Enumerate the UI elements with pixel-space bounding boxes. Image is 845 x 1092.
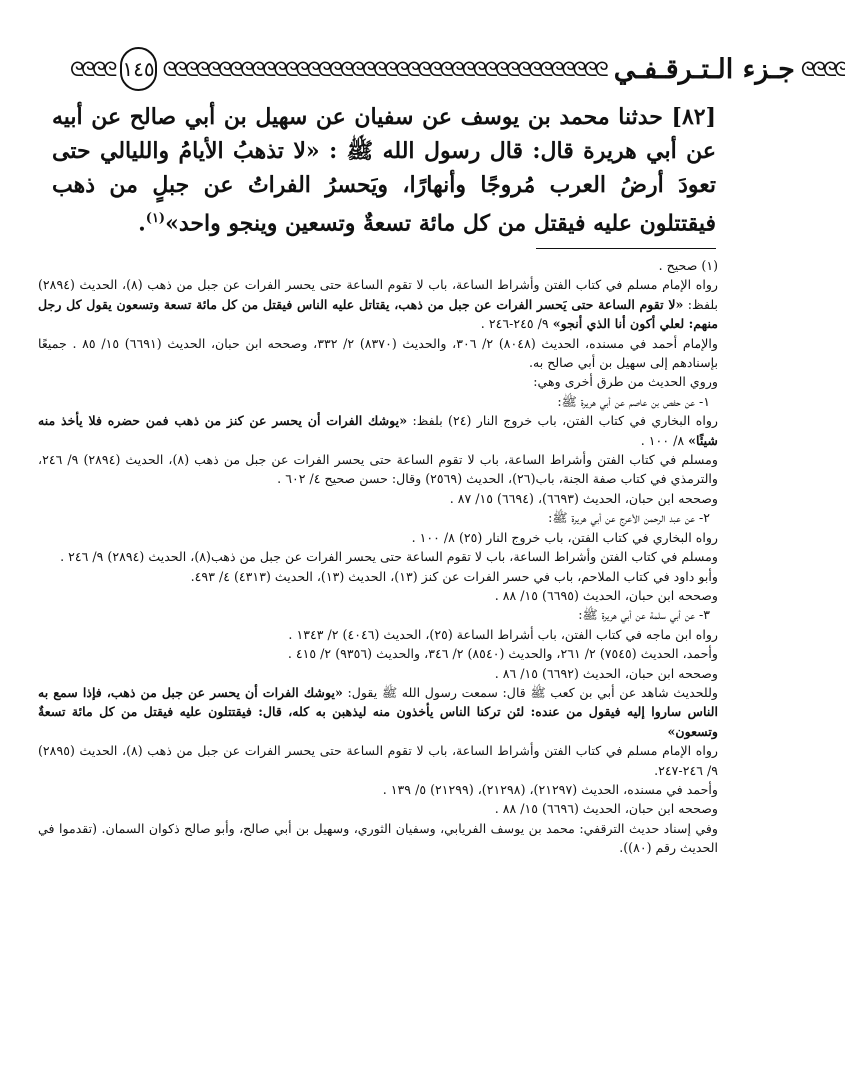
- footnote-line: ومسلم في كتاب الفتن وأشراط الساعة، باب لا تقوم الساعة حتى يحسر الفرات عن جبل من ذهب (٨)، الحديث (٢٨٩٤) ٩/ ٢٤٦، والترمذي في كتاب صفة الجنة، باب(٢٦)، الحديث (٢٥٦٩) وقال: حسن صحيح ٤/ ٦٠٢ .: [38, 452, 718, 487]
- hadith-end: .: [138, 210, 146, 237]
- ornament-left-icon: ᘓᘓᘓᘓ: [70, 57, 115, 81]
- footnote-line: وصححه ابن حبان، الحديث (٦٦٩٣)، (٦٦٩٤) ١٥/ ٨٧ .: [449, 490, 718, 506]
- footnote-line: ٢- عن عبد الرحمن الأعرج عن أبي هريرة ﷺ:: [548, 510, 710, 526]
- footnote-line: (١) صحيح .: [658, 258, 718, 273]
- ornament-band-icon: ᘓᘓᘓᘓᘓᘓᘓᘓᘓᘓᘓᘓᘓᘓᘓᘓᘓᘓᘓᘓᘓᘓᘓᘓᘓᘓᘓᘓᘓᘓᘓᘓᘓᘓᘓᘓᘓᘓᘓᘓ: [162, 57, 606, 81]
- hadith-matn: «لا تذهبُ الأيامُ والليالي حتى تعودَ أرضُ العرب مُروجًا وأنهارًا، ويَحسرُ الفراتُ عن جبلٍ من ذهب فيقتتلون عليه فيقتل من كل مائة تسعةٌ وتسعين وينجو واحد»: [52, 138, 716, 237]
- footnotes: [38, 256, 718, 858]
- page-header: [70, 44, 845, 94]
- footnote-line: وصححه ابن حبان، الحديث (٦٦٩٥) ١٥/ ٨٨ .: [494, 587, 718, 603]
- footnote-line: ٣- عن أبي سلمة عن أبي هريرة ﷺ:: [578, 607, 710, 623]
- footnote-line: وأبو داود في كتاب الملاحم، باب في حسر الفرات عن كنز (١٣)، الحديث (١٣)، الحديث (٤٣١٣) ٤/ ٤٩٣.: [190, 568, 718, 584]
- hadith-number: [٨٢]: [671, 104, 716, 130]
- footnote-line: وأحمد في مسنده، الحديث (٢١٢٩٧)، (٢١٢٩٨)، (٢١٢٩٩) ٥/ ١٣٩ .: [382, 781, 718, 797]
- footnote-line: رواه الإمام مسلم في كتاب الفتن وأشراط الساعة، باب لا تقوم الساعة حتى يحسر الفرات عن جبل من ذهب (٨)، الحديث (٢٨٩٤) بلفظ: «لا تقوم الساعة حتى يَحسر الفرات عن جبل من ذهب، يقتاتل عليه الناس فيقتل من كل مائة تسعة وتسعون يقول كل رجل منهم: لعلي أكون أنا الذي أنجو» ٩/ ٢٤٥-٢٤٦ .: [38, 277, 718, 332]
- footnote-line: وصححه ابن حبان، الحديث (٦٦٩٢) ١٥/ ٨٦ .: [494, 665, 718, 681]
- footnote-line: وروي الحديث من طرق أخرى وهي:: [533, 374, 718, 390]
- footnote-line: رواه ابن ماجه في كتاب الفتن، باب أشراط الساعة (٢٥)، الحديث (٤٠٤٦) ٢/ ١٣٤٣ .: [288, 626, 718, 642]
- footnote-line: ومسلم في كتاب الفتن وأشراط الساعة، باب لا تقوم الساعة حتى يحسر الفرات عن جبل من ذهب(٨)، الحديث (٢٨٩٤) ٩/ ٢٤٦ .: [60, 549, 718, 565]
- footnote-line: ١- عن حفص بن عاصم عن أبي هريرة ﷺ:: [557, 393, 710, 409]
- footnote-line: رواه الإمام مسلم في كتاب الفتن وأشراط الساعة، باب لا تقوم الساعة حتى يحسر الفرات عن جبل من ذهب (٨)، الحديث (٢٨٩٥) ٩/ ٢٤٦-٢٤٧.: [38, 743, 718, 778]
- footnote-line: وصححه ابن حبان، الحديث (٦٦٩٦) ١٥/ ٨٨ .: [494, 801, 718, 817]
- hadith-text: [52, 100, 716, 240]
- running-title: جـزء الـتـرقـفـي: [613, 53, 795, 85]
- page-number: ١٤٥: [120, 47, 156, 91]
- footnote-line: وفي إسناد حديث الترقفي: محمد بن يوسف الفريابي، وسفيان الثوري، وسهيل بن أبي صالح، وأبو صالح ذكوان السمان. (تقدموا في الحديث رقم (٨٠)).: [38, 820, 718, 856]
- footnote-line: وللحديث شاهد عن أبي بن كعب ﷺ قال: سمعت رسول الله ﷺ يقول: «يوشك الفرات أن يحسر عن جبل من ذهب، فإذا سمع به الناس ساروا إليه فيقول من عنده: لئن تركنا الناس يأخذون منه ليذهبن به كله، قال: فيقتتلون عليه فيقتل من كل مائة تسعةٌ وتسعون»: [38, 684, 718, 739]
- footnote-ref: (١): [145, 211, 166, 226]
- hadith-isnad: حدثنا محمد بن يوسف عن سفيان عن سهيل بن أبي صالح عن أبيه عن أبي هريرة قال: قال رسول الله ﷺ :: [52, 104, 716, 164]
- ornament-right-icon: ᘓᘓᘓᘓ: [800, 57, 845, 81]
- footnote-line: والإمام أحمد في مسنده، الحديث (٨٠٤٨) ٢/ ٣٠٦، والحديث (٨٣٧٠) ٢/ ٣٣٢، وصححه ابن حبان، الحديث (٦٦٩١) ١٥/ ٨٥ . جميعًا بإسنادهم إلى سهيل بن أبي صالح به.: [38, 335, 718, 371]
- footnote-divider: [536, 248, 716, 249]
- footnote-line: رواه البخاري في كتاب الفتن، باب خروج النار (٢٤) بلفظ: «يوشك الفرات أن يحسر عن كنز من ذهب فمن حضره فلا يأخذ منه شيئًا» ٨/ ١٠٠ .: [38, 413, 718, 448]
- footnote-line: وأحمد، الحديث (٧٥٤٥) ٢/ ٢٦١، والحديث (٨٥٤٠) ٢/ ٣٤٦، والحديث (٩٣٥٦) ٢/ ٤١٥ .: [287, 646, 718, 662]
- footnote-line: رواه البخاري في كتاب الفتن، باب خروج النار (٢٥) ٨/ ١٠٠ .: [411, 529, 718, 545]
